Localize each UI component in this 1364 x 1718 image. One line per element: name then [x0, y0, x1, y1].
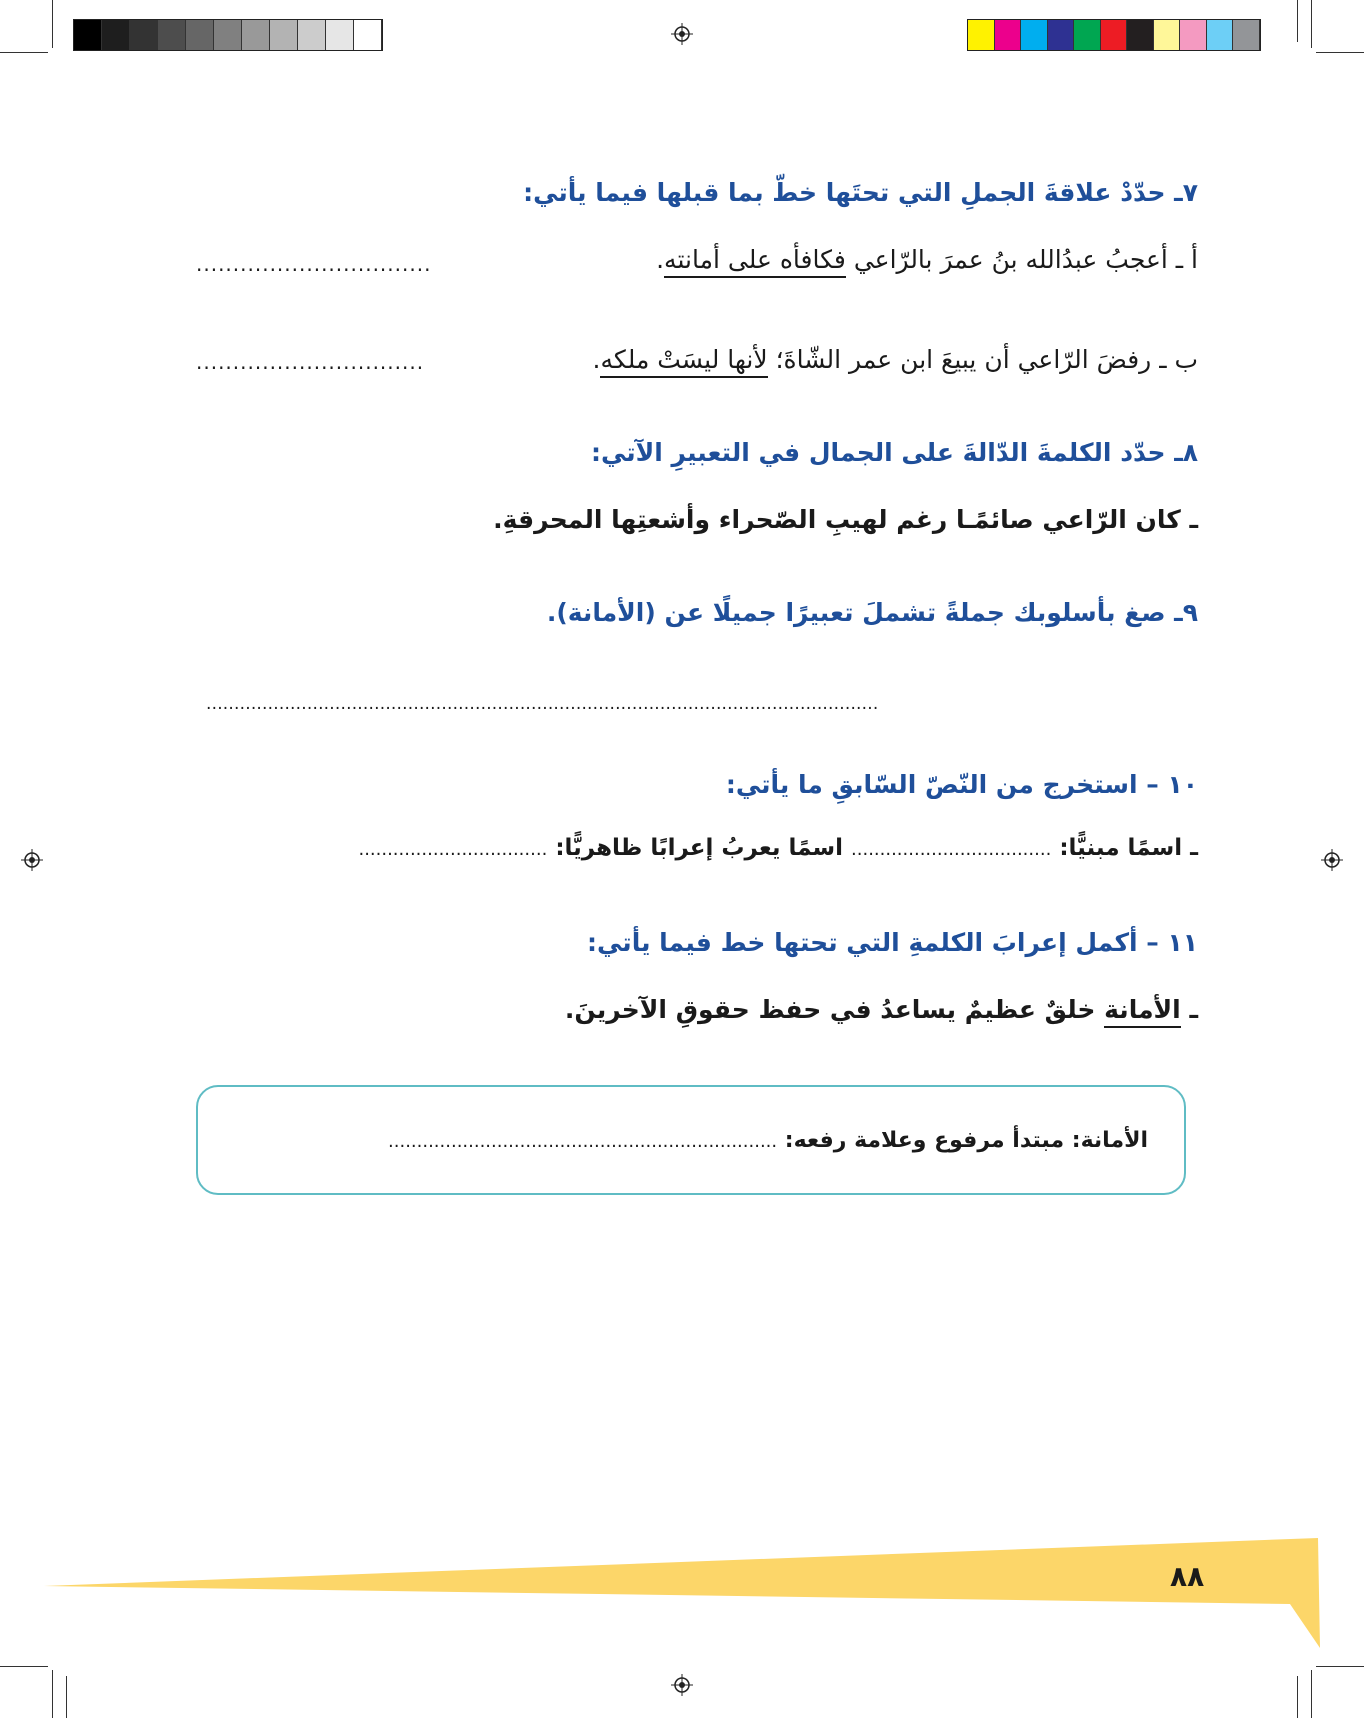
color-swatch — [1048, 20, 1075, 50]
q8-sentence: ـ كان الرّاعي صائمًـا رغم لهيبِ الصّحراء وأشعتِها المحرقةِ. — [493, 505, 1198, 534]
color-swatch — [995, 20, 1022, 50]
answer-box-label: الأمانة: مبتدأ مرفوع وعلامة رفعه: — [784, 1128, 1148, 1153]
gray-swatch — [242, 20, 270, 50]
q11-sentence-prefix: ـ — [1180, 995, 1198, 1024]
color-calibration-strip — [967, 19, 1261, 51]
q7-answer-a-dots[interactable]: ................................ — [196, 252, 432, 276]
crop-mark — [0, 1666, 48, 1667]
color-swatch — [1207, 20, 1234, 50]
crop-mark — [66, 1676, 67, 1718]
footer-yellow-band — [0, 1520, 1364, 1650]
q7-item-a-end: . — [656, 245, 665, 274]
page-number: ٨٨ — [1170, 1560, 1205, 1593]
q10-apparent-noun-label: اسمًا يعربُ إعرابًا ظاهريًّا: — [555, 835, 844, 861]
crop-mark — [52, 1670, 53, 1718]
gray-swatch — [186, 20, 214, 50]
q11-sentence — [565, 995, 1198, 1024]
grayscale-calibration-strip — [73, 19, 383, 51]
q9-answer-dots[interactable]: ........................................................................................................................ — [206, 694, 879, 714]
registration-mark-icon — [21, 849, 43, 871]
gray-swatch — [102, 20, 130, 50]
q7-item-a-underlined: فكافأه على أمانته — [664, 245, 846, 278]
gray-swatch — [298, 20, 326, 50]
color-swatch — [1021, 20, 1048, 50]
gray-swatch — [326, 20, 354, 50]
registration-mark-icon — [671, 23, 693, 45]
answer-box-text — [388, 1128, 1148, 1153]
q10-built-noun-dots[interactable]: ................................... — [851, 839, 1052, 860]
q7-item-a — [656, 245, 1198, 274]
q11-heading: ١١ – أكمل إعرابَ الكلمةِ التي تحتها خط فيما يأتي: — [587, 928, 1198, 957]
q8-heading: ٨ـ حدّد الكلمةَ الدّالةَ على الجمال في التعبيرِ الآتي: — [590, 438, 1198, 467]
gray-swatch — [354, 20, 382, 50]
q11-underlined-word: الأمانة — [1104, 995, 1181, 1028]
crop-mark — [1316, 1666, 1364, 1667]
q7-item-b-text: ب ـ رفضَ الرّاعي أن يبيعَ ابن عمر الشّاةَ؛ — [767, 345, 1198, 374]
crop-mark — [1297, 1676, 1298, 1718]
registration-mark-icon — [671, 1674, 693, 1696]
crop-mark — [1311, 0, 1312, 48]
gray-swatch — [158, 20, 186, 50]
q7-item-a-text: أ ـ أعجبُ عبدُالله بنُ عمرَ بالرّاعي — [845, 245, 1198, 274]
color-swatch — [1180, 20, 1207, 50]
crop-mark — [52, 0, 53, 48]
q10-answer-row — [358, 835, 1198, 861]
crop-mark — [1297, 0, 1298, 42]
q10-built-noun-label: ـ اسمًا مبنيًّا: — [1059, 835, 1198, 861]
color-swatch — [968, 20, 995, 50]
gray-swatch — [74, 20, 102, 50]
q7-answer-b-dots[interactable]: ............................... — [196, 350, 425, 374]
color-swatch — [1101, 20, 1128, 50]
gray-swatch — [214, 20, 242, 50]
q9-heading: ٩ـ صغ بأسلوبك جملةً تشملَ تعبيرًا جميلًا عن (الأمانة). — [546, 598, 1198, 627]
color-swatch — [1074, 20, 1101, 50]
crop-mark — [0, 52, 48, 53]
color-swatch — [1127, 20, 1154, 50]
q7-item-b-underlined: لأنها ليسَتْ ملكه — [600, 345, 767, 378]
crop-mark — [1316, 52, 1364, 53]
answer-box-dots[interactable]: .................................................................... — [388, 1131, 778, 1152]
q10-heading: ١٠ – استخرج من النّصّ السّابقِ ما يأتي: — [725, 770, 1198, 799]
q10-apparent-noun-dots[interactable]: ................................. — [358, 839, 548, 860]
color-swatch — [1154, 20, 1181, 50]
q7-item-b — [593, 345, 1198, 374]
gray-swatch — [270, 20, 298, 50]
q11-sentence-rest: خلقٌ عظيمٌ يساعدُ في حفظ حقوقِ الآخرينَ. — [564, 995, 1105, 1024]
q7-heading: ٧ـ حدّدْ علاقةَ الجملِ التي تحتَها خطّ بما قبلها فيما يأتي: — [523, 178, 1198, 207]
registration-mark-icon — [1321, 849, 1343, 871]
q7-item-b-end: . — [592, 345, 601, 374]
color-swatch — [1233, 20, 1260, 50]
gray-swatch — [130, 20, 158, 50]
crop-mark — [1311, 1670, 1312, 1718]
